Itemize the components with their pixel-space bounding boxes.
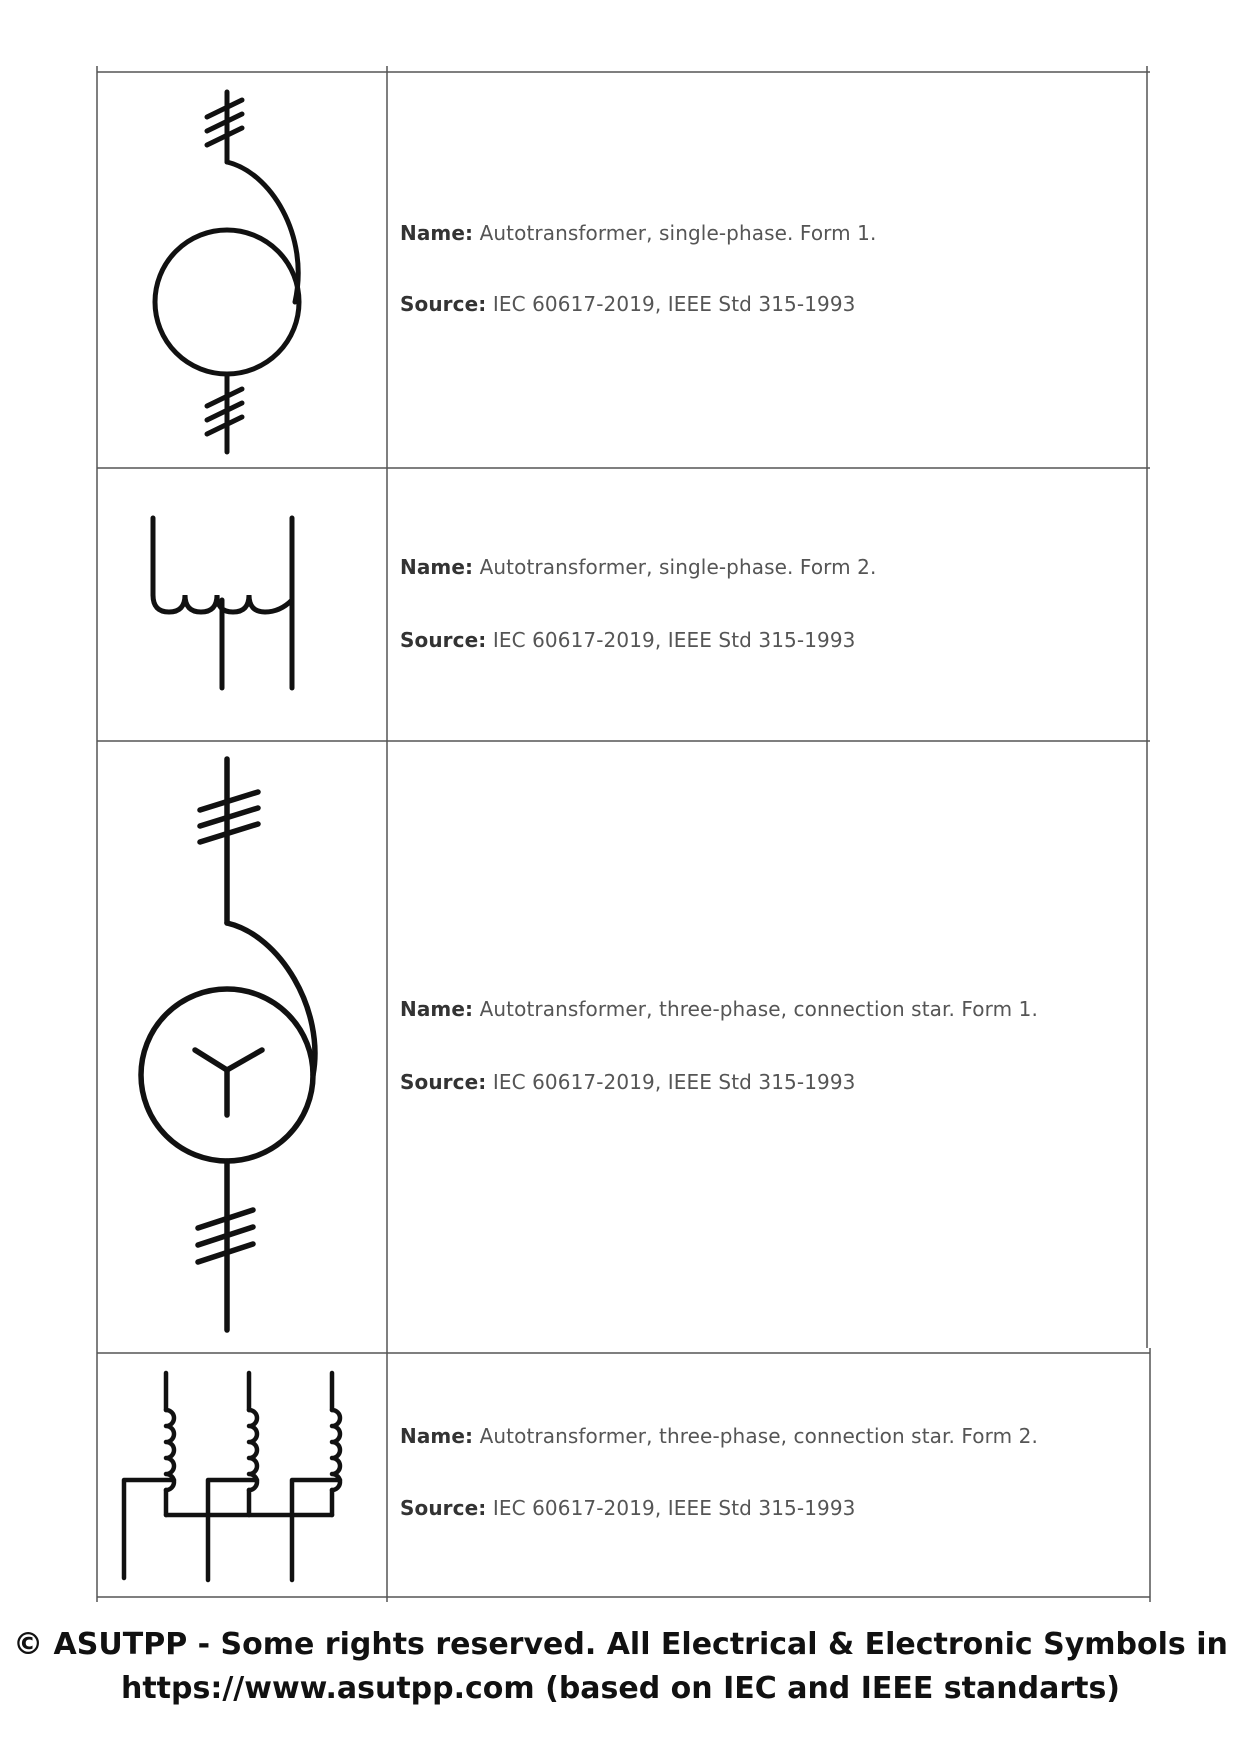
row-3-source [400, 1070, 856, 1094]
source-value: IEC 60617-2019, IEEE Std 315-1993 [492, 1496, 856, 1520]
row-2-name [400, 555, 876, 579]
autotransformer-three-phase-star-form-2-icon [124, 1373, 340, 1580]
row-4-source [400, 1496, 856, 1520]
copyright-footer-line-1: © ASUTPP - Some rights reserved. All Electrical & Electronic Symbols in [13, 1627, 1228, 1662]
autotransformer-single-phase-form-1-icon [155, 92, 299, 452]
source-value: IEC 60617-2019, IEEE Std 315-1993 [492, 1070, 856, 1094]
row-2-source [400, 628, 856, 652]
row-4-name [400, 1424, 1038, 1448]
name-label: Name: [400, 221, 474, 245]
source-value: IEC 60617-2019, IEEE Std 315-1993 [492, 292, 856, 316]
name-value: Autotransformer, single-phase. Form 2. [479, 555, 877, 579]
name-label: Name: [400, 555, 474, 579]
source-value: IEC 60617-2019, IEEE Std 315-1993 [492, 628, 856, 652]
name-value: Autotransformer, three-phase, connection star. Form 2. [479, 1424, 1038, 1448]
row-3-name [400, 997, 1038, 1021]
name-label: Name: [400, 997, 474, 1021]
copyright-footer-line-2: https://www.asutpp.com (based on IEC and IEEE standarts) [120, 1671, 1121, 1706]
name-value: Autotransformer, three-phase, connection star. Form 1. [479, 997, 1038, 1021]
source-label: Source: [400, 628, 487, 652]
source-label: Source: [400, 1496, 487, 1520]
name-label: Name: [400, 1424, 474, 1448]
row-1-name [400, 221, 876, 245]
autotransformer-three-phase-star-form-1-icon [141, 759, 315, 1330]
source-label: Source: [400, 1070, 487, 1094]
row-1-source [400, 292, 856, 316]
name-value: Autotransformer, single-phase. Form 1. [479, 221, 877, 245]
source-label: Source: [400, 292, 487, 316]
autotransformer-single-phase-form-2-icon [153, 518, 292, 688]
